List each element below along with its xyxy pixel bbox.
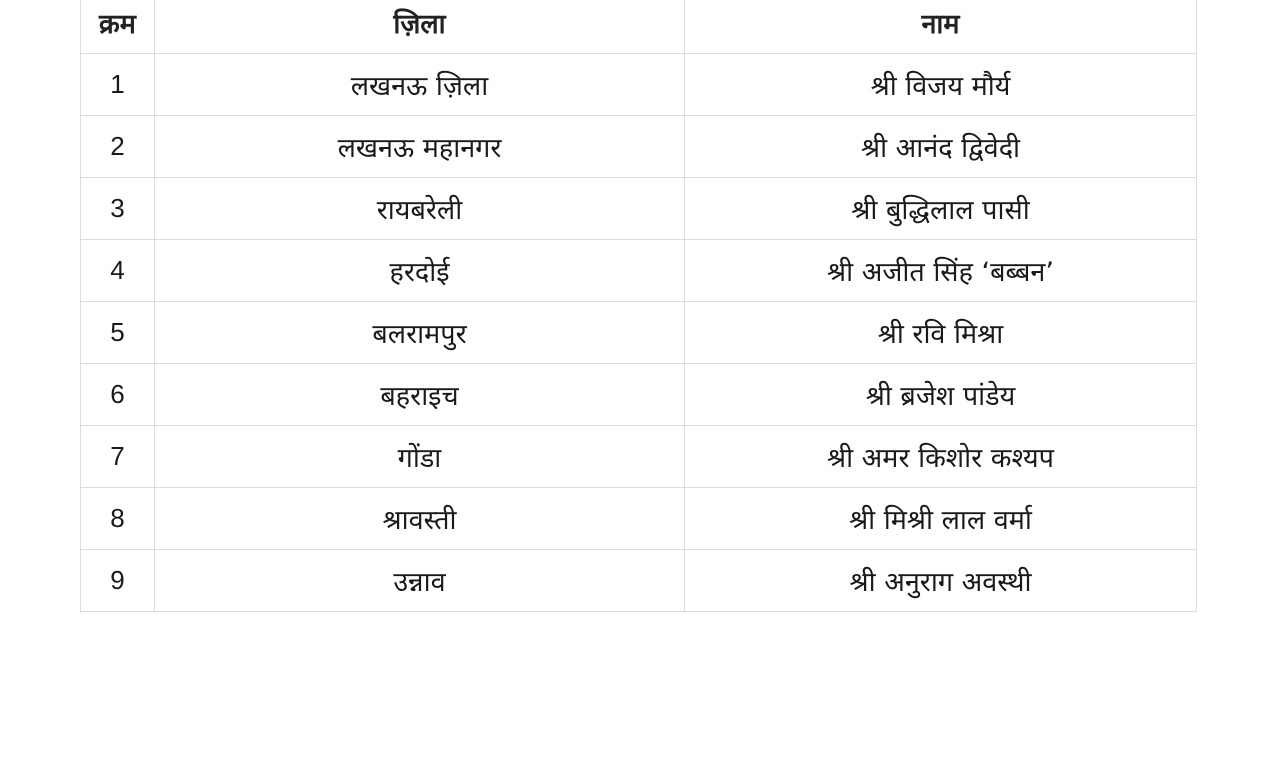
- cell-district: लखनऊ ज़िला: [155, 54, 685, 116]
- cell-serial: 8: [81, 488, 155, 550]
- cell-name: श्री रवि मिश्रा: [685, 302, 1197, 364]
- table-row: [81, 240, 1197, 302]
- header-name: नाम: [685, 0, 1197, 54]
- district-president-table: [80, 0, 1197, 612]
- cell-district: रायबरेली: [155, 178, 685, 240]
- cell-name: श्री आनंद द्विवेदी: [685, 116, 1197, 178]
- cell-district: लखनऊ महानगर: [155, 116, 685, 178]
- table-row: [81, 178, 1197, 240]
- header-serial: क्रम: [81, 0, 155, 54]
- header-district: ज़िला: [155, 0, 685, 54]
- cell-name: श्री बुद्धिलाल पासी: [685, 178, 1197, 240]
- table-row: [81, 550, 1197, 612]
- table-row: [81, 54, 1197, 116]
- cell-district: गोंडा: [155, 426, 685, 488]
- cell-name: श्री अनुराग अवस्थी: [685, 550, 1197, 612]
- cell-serial: 4: [81, 240, 155, 302]
- cell-name: श्री ब्रजेश पांडेय: [685, 364, 1197, 426]
- cell-district: उन्नाव: [155, 550, 685, 612]
- cell-serial: 6: [81, 364, 155, 426]
- table-header-row: [81, 0, 1197, 54]
- cell-serial: 7: [81, 426, 155, 488]
- cell-serial: 5: [81, 302, 155, 364]
- district-table-container: [80, 0, 1196, 612]
- cell-district: हरदोई: [155, 240, 685, 302]
- cell-name: श्री विजय मौर्य: [685, 54, 1197, 116]
- cell-name: श्री अमर किशोर कश्यप: [685, 426, 1197, 488]
- cell-serial: 1: [81, 54, 155, 116]
- cell-serial: 9: [81, 550, 155, 612]
- table-row: [81, 364, 1197, 426]
- cell-serial: 3: [81, 178, 155, 240]
- table-row: [81, 426, 1197, 488]
- cell-name: श्री अजीत सिंह ‘बब्बन’: [685, 240, 1197, 302]
- cell-serial: 2: [81, 116, 155, 178]
- table-row: [81, 488, 1197, 550]
- cell-district: श्रावस्ती: [155, 488, 685, 550]
- table-row: [81, 302, 1197, 364]
- cell-district: बलरामपुर: [155, 302, 685, 364]
- cell-district: बहराइच: [155, 364, 685, 426]
- table-row: [81, 116, 1197, 178]
- cell-name: श्री मिश्री लाल वर्मा: [685, 488, 1197, 550]
